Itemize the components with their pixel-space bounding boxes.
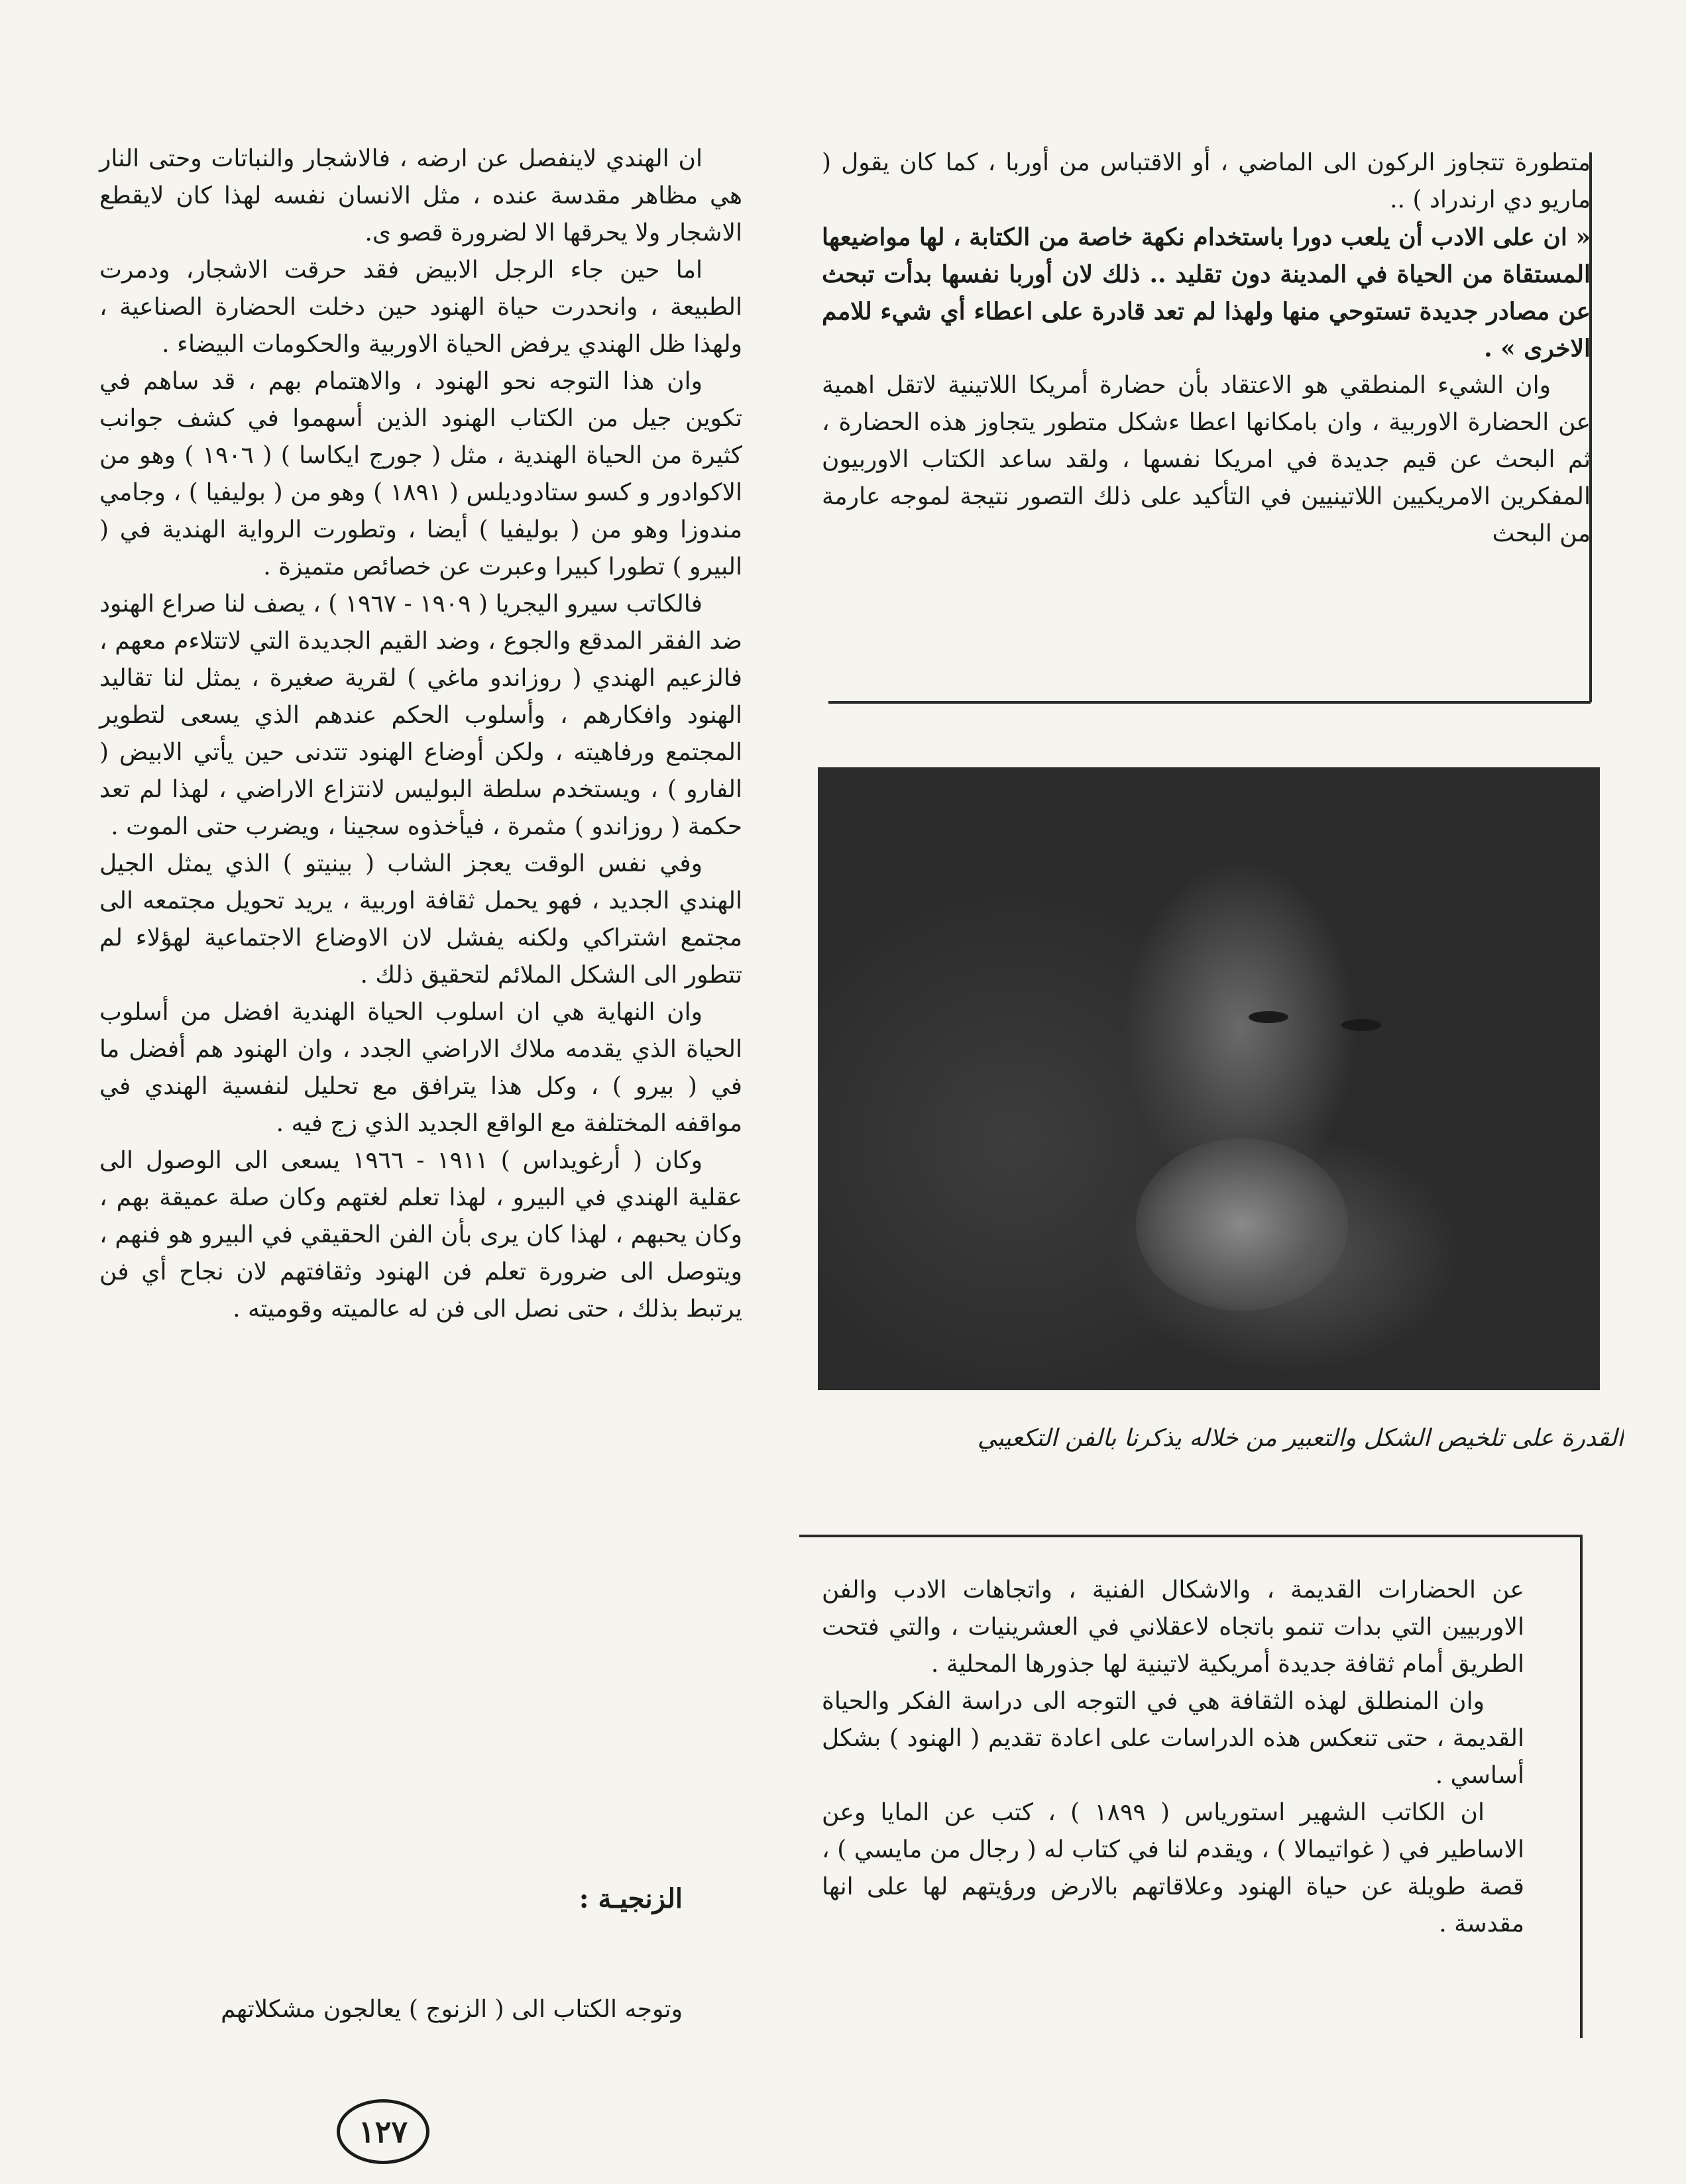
top-frame-base — [828, 701, 1591, 704]
article-column-left — [99, 140, 742, 1328]
paragraph: متطورة تتجاوز الركون الى الماضي ، أو الاقتباس من أوربا ، كما كان يقول ( ماريو دي ارندراد ) .. — [822, 149, 1591, 213]
paragraph: وكان ( أرغويداس ) ١٩١١ - ١٩٦٦ يسعى الى الوصول الى عقلية الهندي في البيرو ، لهذا تعلم لغتهم وكان صلة عميقة بهم ، وكان يحبهم ، لهذا كان يرى بأن الفن الحقيقي في البيرو هو فنهم ، ويتوصل الى ضرورة تعلم فن الهنود وثقافتهم لان نجاح أي فن يرتبط بذلك ، حتى نصل الى فن له عالميته وقوميته . — [99, 1147, 742, 1323]
quote-paragraph: « ان على الادب أن يلعب دورا باستخدام نكهة خاصة من الكتابة ، لها مواضيعها المستقاة من الحياة في المدينة دون تقليد .. ذلك لان أوربا نفسها بدأت تبحث عن مصادر جديدة تستوحي منها ولهذا لم تعد قادرة على اعطاء أي شيء للامم الاخرى » . — [822, 223, 1591, 362]
paragraph: ان الكاتب الشهير استورياس ( ١٨٩٩ ) ، كتب عن المايا وعن الاساطير في ( غواتيمالا ) ، ويقدم لنا في كتاب له ( رجال من مايسي ) ، قصة طويلة عن حياة الهنود وعلاقاتهم بالارض ورؤيتهم لها على انها مقدسة . — [822, 1799, 1524, 1938]
paragraph: اما حين جاء الرجل الابيض فقد حرقت الاشجار، ودمرت الطبيعة ، وانحدرت حياة الهنود حين دخلت الحضارة الصناعية ، ولهذا ظل الهندي يرفض الحياة الاوربية والحكومات البيضاء . — [99, 256, 742, 358]
photo-caption: القدرة على تلخيص الشكل والتعبير من خلاله يذكرنا بالفن التكعيبي — [977, 1425, 1624, 1452]
paragraph: وفي نفس الوقت يعجز الشاب ( بينيتو ) الذي يمثل الجيل الهندي الجديد ، فهو يحمل ثقافة اوربية ، يريد تحويل مجتمعه الى مجتمع اشتراكي ولكنه يفشل لان الاوضاع الاجتماعية لهؤلاء لم تتطور الى الشكل الملائم لتحقيق ذلك . — [99, 850, 742, 989]
paragraph: وان هذا التوجه نحو الهنود ، والاهتمام بهم ، قد ساهم في تكوين جيل من الكتاب الهنود الذين أسهموا في كشف جوانب كثيرة من الحياة الهندية ، مثل ( جورج ايكاسا ) ( ١٩٠٦ ) وهو من الاكوادور و كسو ستادوديلس ( ١٨٩١ ) وهو من ( بوليفيا ) ، وجامي مندوزا وهو من ( بوليفيا ) أيضا ، وتطورت الرواية الهندية في ( البيرو ) تطورا كبيرا وعبرت عن خصائص متميزة . — [99, 368, 743, 580]
article-column-right-top — [822, 144, 1591, 553]
portrait-photo — [818, 767, 1600, 1390]
page-number: ١٢٧ — [337, 2099, 429, 2164]
paragraph: وان الشيء المنطقي هو الاعتقاد بأن حضارة أمريكا اللاتينية لاتقل اهمية عن الحضارة الاوربية ، وان بامكانها اعطا ءشكل متطور يتجاوز هذه الحضارة ، ثم البحث عن قيم جديدة في امريكا نفسها ، ولقد ساعد الكتاب الاوربيون المفكرين الامريكيين اللاتينيين في التأكيد على ذلك التصور نتيجة لموجه عارمة من البحث — [822, 372, 1591, 547]
bottom-frame-bar — [1580, 1535, 1583, 2038]
article-column-right-bottom — [822, 1572, 1524, 1943]
section-first-line: وتوجه الكتاب الى ( الزنوج ) يعالجون مشكلاتهم — [221, 1996, 683, 2023]
paragraph: وان النهاية هي ان اسلوب الحياة الهندية افضل من أسلوب الحياة الذي يقدمه ملاك الاراضي الجدد ، وان الهنود هم أفضل ما في ( بيرو ) ، وكل هذا يترافق مع تحليل لنفسية الهندي في مواقفه المختلفة مع الواقع الجديد الذي زج فيه . — [99, 999, 742, 1137]
paragraph: ان الهندي لاينفصل عن ارضه ، فالاشجار والنباتات وحتى النار هي مظاهر مقدسة عنده ، مثل الانسان نفسه لهذا كان لايقطع الاشجار ولا يحرقها الا لضرورة قصو ى. — [99, 145, 742, 246]
paragraph: وان المنطلق لهذه الثقافة هي في التوجه الى دراسة الفكر والحياة القديمة ، حتى تنعكس هذه الدراسات على اعادة تقديم ( الهنود ) بشكل أساسي . — [822, 1688, 1524, 1789]
bottom-frame-top — [799, 1535, 1581, 1537]
paragraph: عن الحضارات القديمة ، والاشكال الفنية ، واتجاهات الادب والفن الاوربيين التي بدات تنمو باتجاه لاعقلاني في العشرينيات ، والتي فتحت الطريق أمام ثقافة جديدة أمريكية لاتينية لها جذورها المحلية . — [822, 1576, 1524, 1678]
paragraph: فالكاتب سيرو اليجريا ( ١٩٠٩ - ١٩٦٧ ) ، يصف لنا صراع الهنود ضد الفقر المدقع والجوع ، وضد القيم الجديدة التي لاتتلاءم معهم ، فالزعيم الهندي ( روزاندو ماغي ) لقرية صغيرة ، يمثل لنا تقاليد الهنود وافكارهم ، وأسلوب الحكم عندهم الذي يسعى لتطوير المجتمع ورفاهيته ، ولكن أوضاع الهنود تتدنى حين يأتي الابيض ( الفارو ) ، ويستخدم سلطة البوليس لانتزاع الاراضي ، لهذا لم تعد حكمة ( روزاندو ) مثمرة ، فيأخذوه سجينا ، ويضرب حتى الموت . — [99, 590, 742, 840]
section-heading: الزنجيـة : — [579, 1883, 683, 1914]
